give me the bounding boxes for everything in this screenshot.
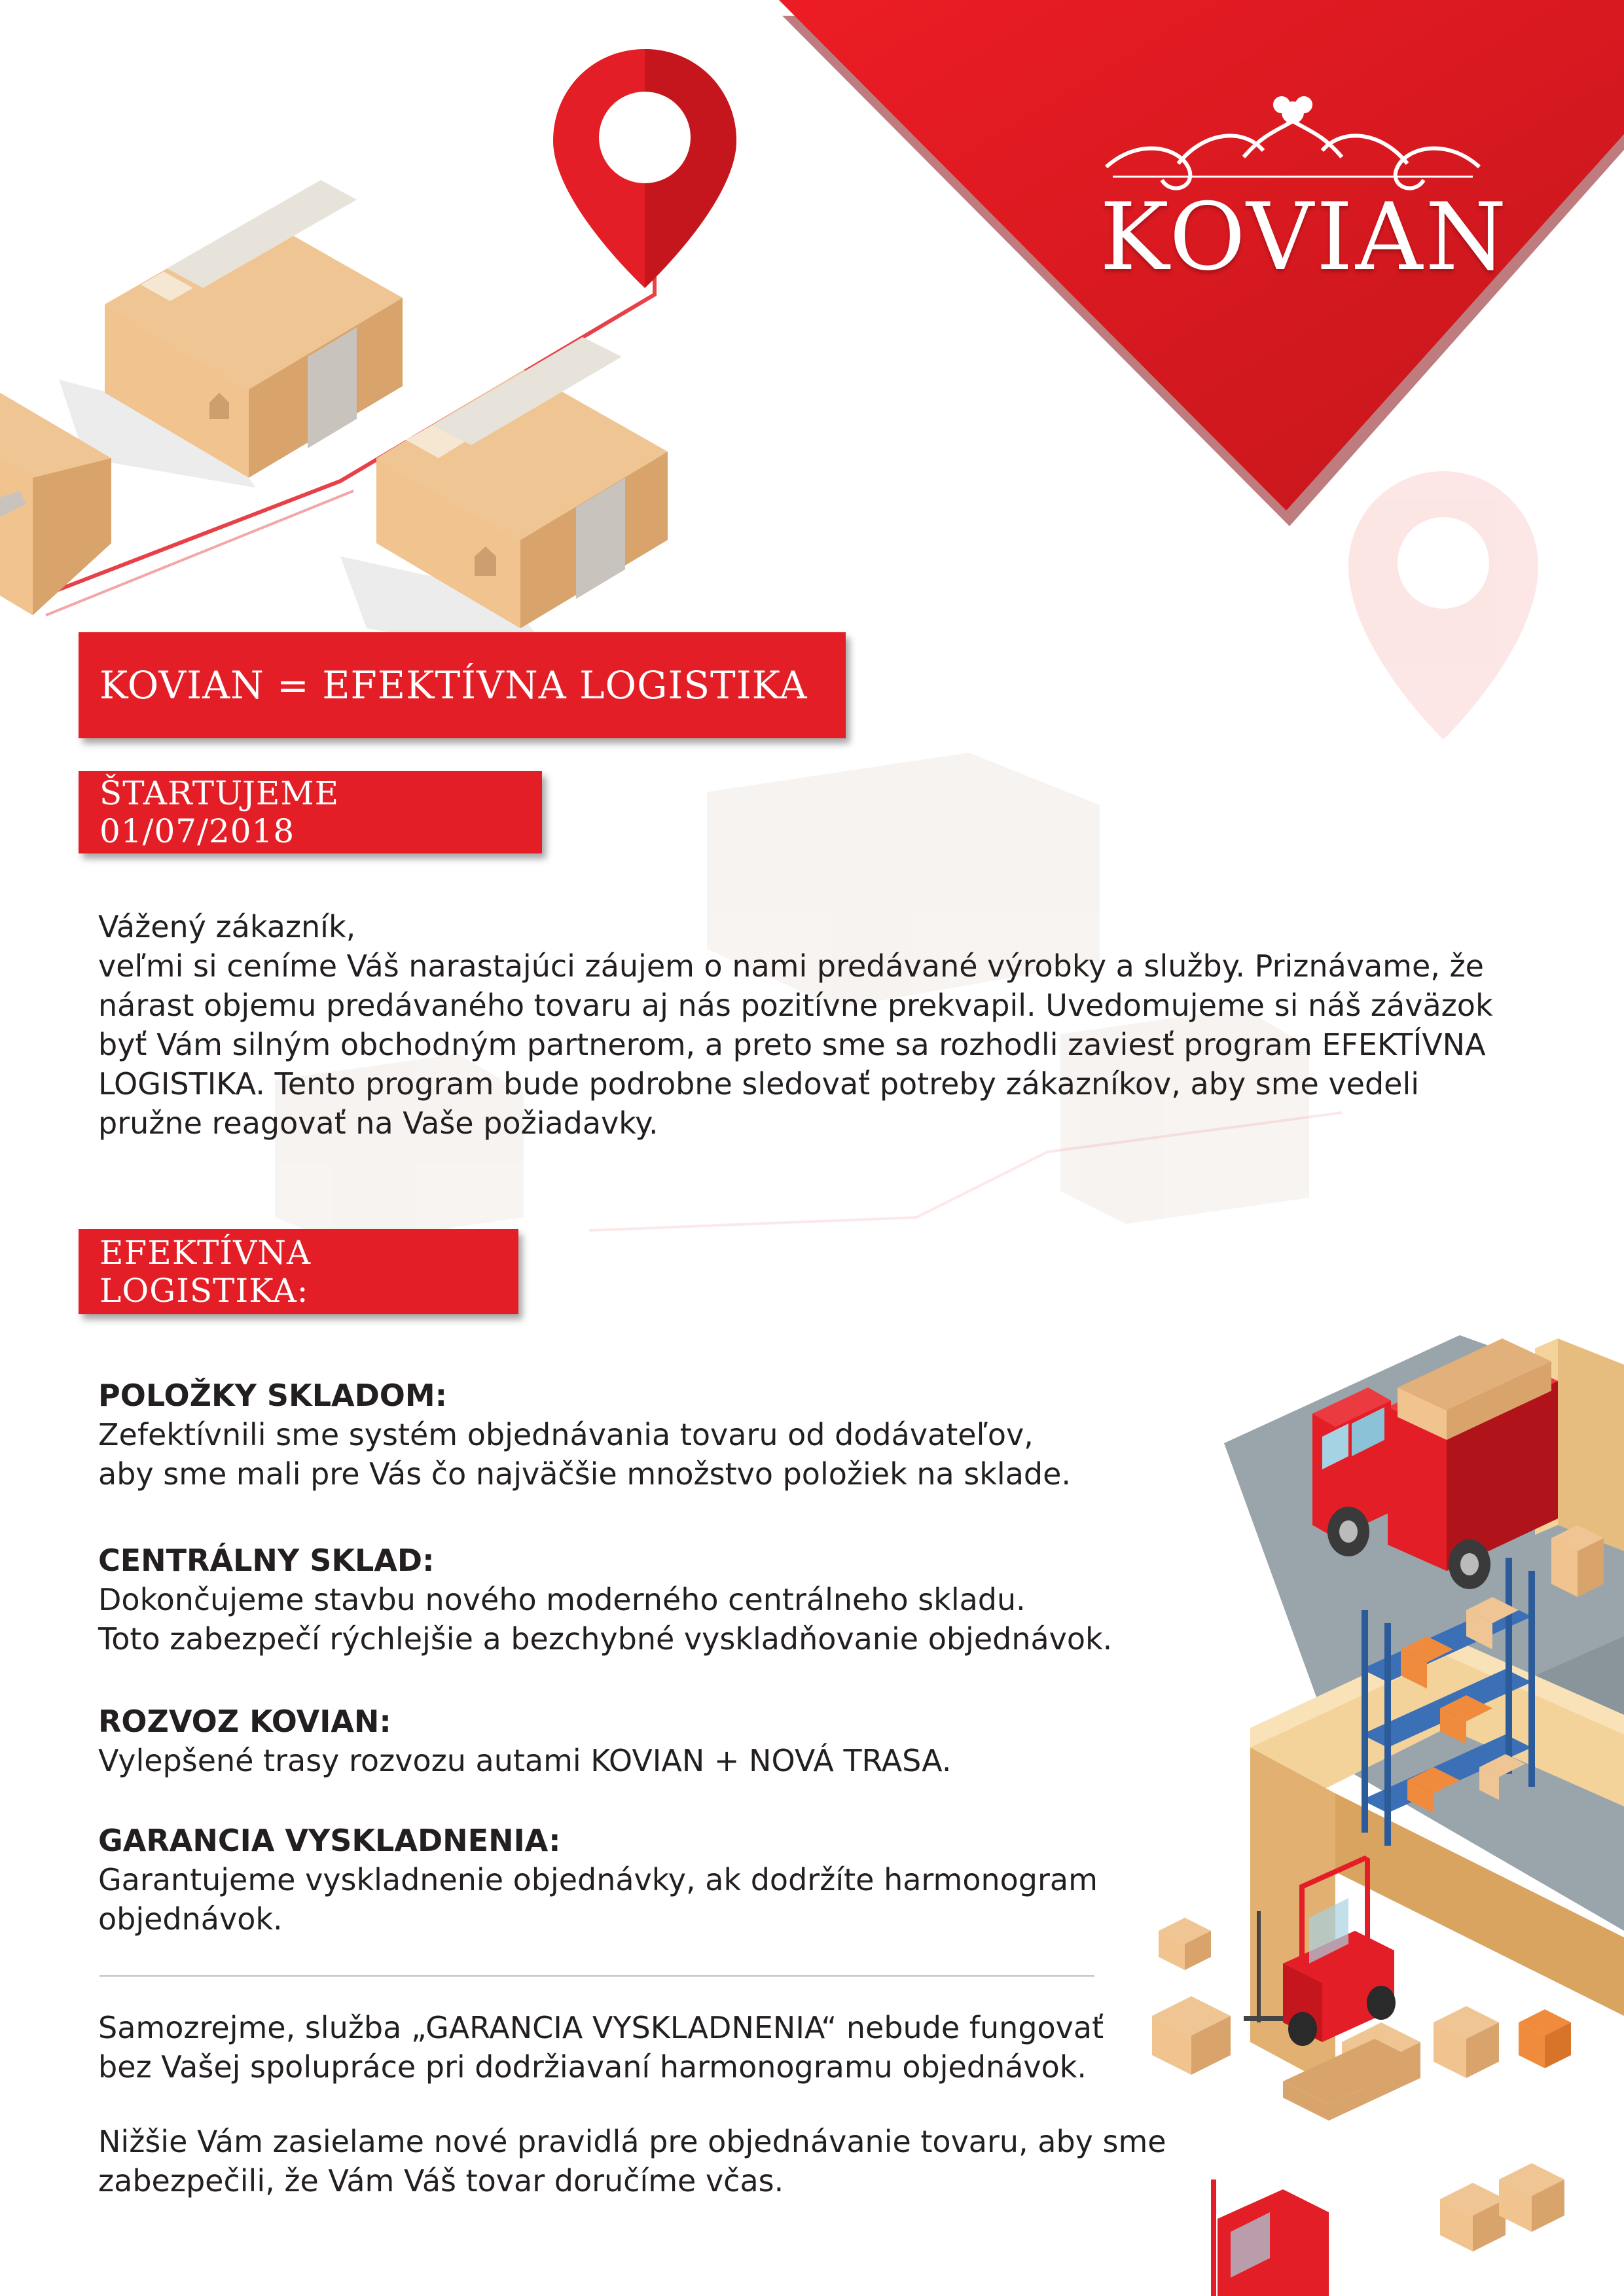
intro-line: nárast objemu predávaného tovaru aj nás pozitívne prekvapil. Uvedomujeme si náš záväzok xyxy=(98,988,1493,1023)
feature-title: POLOŽKY SKLADOM: xyxy=(98,1378,448,1413)
cardboard-box-icon xyxy=(1440,2163,1564,2251)
feature-line: Zefektívnili sme systém objednávania tovaru od dodávateľov, xyxy=(98,1417,1034,1452)
closing-line: Nižšie Vám zasielame nové pravidlá pre objednávanie tovaru, aby sme xyxy=(98,2124,1166,2159)
feature-title: GARANCIA VYSKLADNENIA: xyxy=(98,1823,561,1858)
warehouse-illustration xyxy=(1152,1335,1624,2296)
forklift-icon xyxy=(1211,2179,1329,2296)
feature-line: objednávok. xyxy=(98,1901,283,1937)
cardboard-box-icon xyxy=(1551,1525,1604,1597)
closing-line: bez Vašej spolupráce pri dodržiavaní harmonogramu objednávok. xyxy=(98,2049,1087,2085)
closing-paragraph-1 xyxy=(98,2008,1211,2087)
feature-title: CENTRÁLNY SKLAD: xyxy=(98,1543,435,1578)
intro-line: LOGISTIKA. Tento program bude podrobne sledovať potreby zákazníkov, aby sme vedeli xyxy=(98,1066,1420,1102)
intro-line: pružne reagovať na Vaše požiadavky. xyxy=(98,1105,659,1141)
intro-paragraph xyxy=(98,907,1538,1143)
feature-line: Vylepšené trasy rozvozu autami KOVIAN + NOVÁ TRASA. xyxy=(98,1743,952,1778)
start-date-banner xyxy=(79,771,542,853)
feature-line: Toto zabezpečí rýchlejšie a bezchybné vyskladňovanie objednávok. xyxy=(98,1621,1113,1657)
closing-line: zabezpečili, že Vám Váš tovar doručíme včas. xyxy=(98,2163,784,2198)
feature-title: ROZVOZ KOVIAN: xyxy=(98,1704,391,1739)
closing-line: Samozrejme, služba „GARANCIA VYSKLADNENIA“ nebude fungovať xyxy=(98,2010,1104,2045)
headline-text: KOVIAN = EFEKTÍVNA LOGISTIKA xyxy=(99,663,808,708)
feature-line: aby sme mali pre Vás čo najväčšie množstvo položiek na sklade. xyxy=(98,1456,1072,1492)
greeting: Vážený zákazník, xyxy=(98,909,356,944)
faint-location-pin-icon xyxy=(1348,471,1538,740)
section-text: EFEKTÍVNA LOGISTIKA: xyxy=(99,1234,312,1310)
section-banner xyxy=(79,1229,518,1314)
feature-centralny-sklad xyxy=(98,1541,1211,1659)
feature-polozky-skladom xyxy=(98,1376,1211,1494)
location-pin-icon xyxy=(553,49,736,288)
feature-line: Dokončujeme stavbu nového moderného centrálneho skladu. xyxy=(98,1582,1026,1617)
feature-line: Garantujeme vyskladnenie objednávky, ak dodržíte harmonogram xyxy=(98,1862,1098,1897)
start-date-text: ŠTARTUJEME 01/07/2018 xyxy=(99,774,340,850)
cardboard-box-icon xyxy=(59,180,403,488)
headline-banner xyxy=(79,632,846,738)
intro-line: veľmi si ceníme Váš narastajúci záujem o nami predávané výrobky a služby. Priznávame, že xyxy=(98,948,1484,984)
feature-rozvoz-kovian xyxy=(98,1702,1211,1780)
divider xyxy=(99,1975,1094,1977)
feature-garancia-vyskladnenia xyxy=(98,1821,1211,1939)
intro-line: byť Vám silným obchodným partnerom, a preto sme sa rozhodli zaviesť program EFEKTÍVNA xyxy=(98,1027,1486,1062)
brand-logo: KOVIAN xyxy=(1100,183,1509,291)
closing-paragraph-2 xyxy=(98,2122,1211,2200)
